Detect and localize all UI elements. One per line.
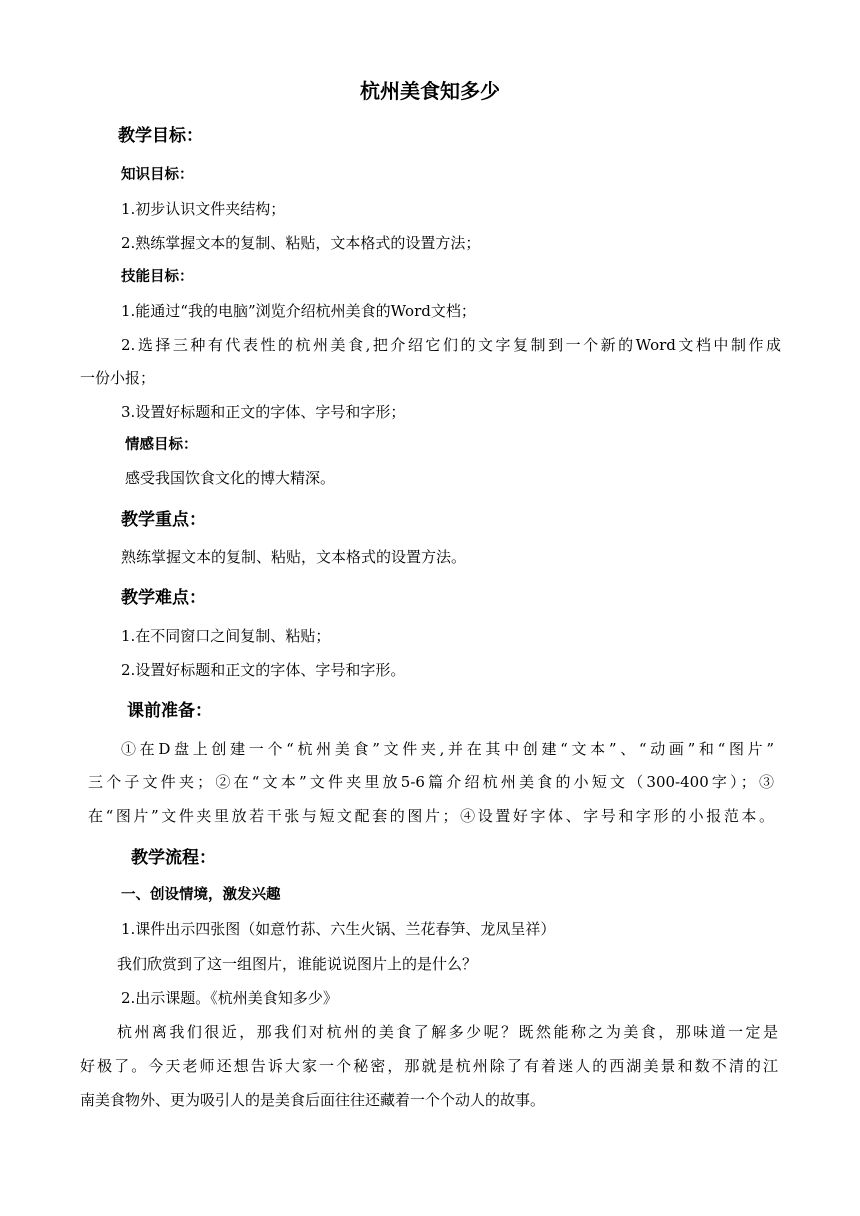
skill-item-2-line-2: 一份小报； xyxy=(80,369,156,387)
document-title: 杭州美食知多少 xyxy=(360,79,500,103)
process-step-1-question: 我们欣赏到了这一组图片，谁能说说图片上的是什么？ xyxy=(117,955,478,973)
knowledge-item-2: 2.熟练掌握文本的复制、粘贴，文本格式的设置方法； xyxy=(121,234,481,252)
process-paragraph-line-2: 好极了。今天老师还想告诉大家一个秘密，那就是杭州除了有着迷人的西湖美景和数不清的江 xyxy=(80,1057,778,1075)
process-step-1-heading: 一、创设情境，激发兴趣 xyxy=(121,887,281,903)
difficulties-heading: 教学难点： xyxy=(121,588,206,608)
process-paragraph-line-3: 南美食物外、更为吸引人的是美食后面往往还藏着一个个动人的故事。 xyxy=(80,1091,546,1109)
objectives-heading: 教学目标： xyxy=(118,126,203,146)
skill-objectives-label: 技能目标： xyxy=(121,269,194,285)
difficulty-item-1: 1.在不同窗口之间复制、粘贴； xyxy=(121,627,331,645)
key-points-text: 熟练掌握文本的复制、粘贴，文本格式的设置方法。 xyxy=(121,548,467,566)
emotion-item: 感受我国饮食文化的博大精深。 xyxy=(125,469,336,487)
knowledge-objectives-label: 知识目标： xyxy=(121,167,194,183)
preparation-heading: 课前准备： xyxy=(127,701,212,721)
preparation-line-1: ①在D盘上创建一个“杭州美食”文件夹,并在其中创建“文本”、“动画”和“图片” xyxy=(121,740,774,758)
process-step-1-item-1: 1.课件出示四张图（如意竹荪、六生火锅、兰花春笋、龙凤呈祥） xyxy=(121,920,556,938)
emotion-objectives-label: 情感目标： xyxy=(125,437,198,453)
skill-item-1: 1.能通过“我的电脑”浏览介绍杭州美食的Word文档； xyxy=(121,302,476,320)
process-step-1-item-2: 2.出示课题。《杭州美食知多少》 xyxy=(121,989,338,1007)
knowledge-item-1: 1.初步认识文件夹结构； xyxy=(121,200,286,218)
difficulty-item-2: 2.设置好标题和正文的字体、字号和字形。 xyxy=(121,661,406,679)
process-heading: 教学流程： xyxy=(131,848,216,868)
skill-item-3: 3.设置好标题和正文的字体、字号和字形； xyxy=(121,403,406,421)
preparation-line-2: 三个子文件夹；②在“文本”文件夹里放5-6篇介绍杭州美食的小短文（300-400字）；③ xyxy=(88,773,774,791)
preparation-line-3: 在“图片”文件夹里放若干张与短文配套的图片；④设置好字体、字号和字形的小报范本。 xyxy=(88,807,774,825)
process-paragraph-line-1: 杭州离我们很近，那我们对杭州的美食了解多少呢？既然能称之为美食，那味道一定是 xyxy=(117,1023,778,1041)
key-points-heading: 教学重点： xyxy=(121,510,206,530)
skill-item-2-line-1: 2.选择三种有代表性的杭州美食,把介绍它们的文字复制到一个新的Word文档中制作成 xyxy=(121,336,781,354)
